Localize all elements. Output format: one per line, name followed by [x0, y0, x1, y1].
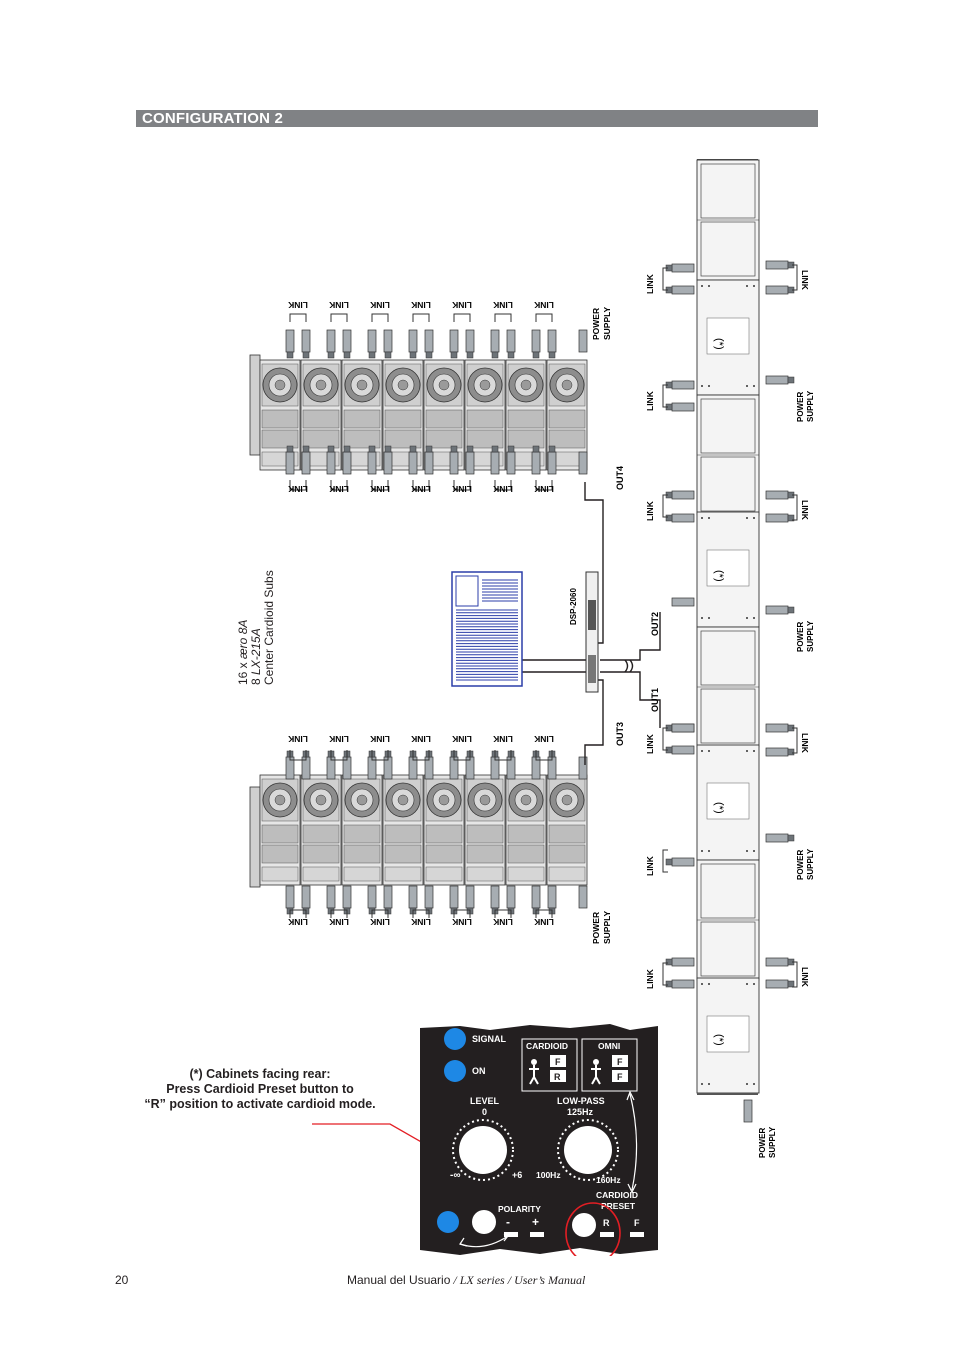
xlr-connector [532, 446, 540, 474]
link-label: LINK [493, 734, 513, 744]
link-label: LINK [452, 917, 472, 927]
xlr-connector [507, 446, 515, 474]
note-line3: “R” position to activate cardioid mode. [144, 1097, 376, 1111]
xlr-connector [666, 491, 694, 499]
polarity-minus: - [506, 1215, 510, 1229]
link-label: LINK [534, 484, 554, 494]
footer-manual-es: Manual del Usuario [347, 1273, 451, 1287]
xlr-connector [507, 330, 515, 358]
omni-icon-f2: F [617, 1072, 623, 1082]
power-connector [579, 757, 587, 779]
power-connector [579, 452, 587, 474]
note-line1: (*) Cabinets facing rear: [189, 1067, 331, 1081]
supply-label: SUPPLY [806, 390, 815, 422]
omni-icon-f: F [617, 1057, 623, 1067]
xlr-connector [672, 598, 694, 606]
link-label: LINK [645, 856, 655, 876]
power-label: POWER [591, 911, 601, 944]
xlr-connector [425, 330, 433, 358]
caption-line3: Center Cardioid Subs [262, 570, 276, 685]
xlr-connector [766, 748, 794, 756]
link-label: LINK [534, 734, 554, 744]
cardioid-note [120, 1067, 400, 1112]
link-label: LINK [329, 484, 349, 494]
link-label: LINK [370, 917, 390, 927]
link-label: LINK [411, 734, 431, 744]
xlr-connector [491, 446, 499, 474]
link-label: LINK [329, 734, 349, 744]
preset-r: R [603, 1218, 610, 1228]
xlr-connector [666, 858, 694, 866]
caption-line2: 8 [249, 674, 263, 685]
supply-label: SUPPLY [806, 620, 815, 652]
page-number: 20 [115, 1273, 129, 1287]
link-label: LINK [411, 300, 431, 310]
xlr-connector [466, 330, 474, 358]
xlr-connector [766, 958, 794, 966]
xlr-connector [666, 381, 694, 389]
xlr-connector [672, 724, 694, 732]
note-line2: Press Cardioid Preset button to [166, 1082, 354, 1096]
xlr-connector [450, 330, 458, 358]
dsp-2060 [569, 572, 598, 692]
link-label: LINK [329, 917, 349, 927]
omni-label: OMNI [598, 1041, 621, 1051]
link-label: LINK [370, 300, 390, 310]
xlr-connector [425, 446, 433, 474]
xlr-connector [666, 746, 694, 754]
polarity-label: POLARITY [498, 1204, 541, 1214]
supply-label: SUPPLY [806, 848, 815, 880]
link-label: LINK [493, 917, 513, 927]
xlr-connector [343, 330, 351, 358]
supply-label: SUPPLY [602, 910, 612, 944]
power-connector [744, 1100, 752, 1122]
link-label: LINK [288, 917, 308, 927]
out4-label: OUT4 [615, 465, 625, 490]
link-label: LINK [288, 484, 308, 494]
lowpass-label: LOW-PASS [557, 1096, 605, 1106]
caption-line1: 16 x [236, 658, 250, 685]
line-array [697, 160, 759, 1094]
link-label: LINK [370, 484, 390, 494]
section-title: CONFIGURATION 2 [142, 110, 284, 127]
supply-label: SUPPLY [768, 1126, 777, 1158]
xlr-connector [384, 330, 392, 358]
level-min: -∞ [450, 1170, 461, 1181]
polarity-button[interactable] [472, 1210, 496, 1234]
xlr-connector [766, 286, 794, 294]
signal-led [444, 1028, 466, 1050]
xlr-connector [409, 330, 417, 358]
preset-f: F [634, 1218, 640, 1228]
link-label: LINK [329, 300, 349, 310]
link-label: LINK [370, 734, 390, 744]
xlr-connector [666, 514, 694, 522]
rear-marker: (*) [713, 1034, 725, 1046]
xlr-connector [491, 330, 499, 358]
link-label: LINK [800, 967, 810, 987]
xlr-connector [548, 330, 556, 358]
xlr-connector [766, 834, 794, 842]
link-label: LINK [645, 391, 655, 411]
xlr-connector [548, 446, 556, 474]
lowpass-value: 125Hz [567, 1107, 594, 1117]
dsp-label: DSP-2060 [569, 588, 578, 625]
xlr-connector [286, 446, 294, 474]
power-connector [579, 886, 587, 908]
link-label: LINK [452, 300, 472, 310]
link-label: LINK [534, 917, 554, 927]
xlr-connector [327, 330, 335, 358]
cardioid-preset-button[interactable] [572, 1213, 596, 1237]
cardioid-label: CARDIOID [526, 1041, 569, 1051]
xlr-connector [766, 980, 794, 988]
xlr-connector [766, 376, 794, 384]
xlr-connector [286, 330, 294, 358]
out2-label: OUT2 [650, 611, 660, 636]
xlr-connector [666, 958, 694, 966]
power-connector [579, 330, 587, 352]
xlr-connector [666, 264, 694, 272]
link-label: LINK [288, 734, 308, 744]
supply-label: SUPPLY [602, 306, 612, 340]
on-led [444, 1060, 466, 1082]
rear-marker: (*) [713, 570, 725, 582]
link-label: LINK [411, 484, 431, 494]
xlr-connector [766, 491, 794, 499]
level-label: LEVEL [470, 1096, 500, 1106]
caption-line1-model: ær​o 8A [236, 619, 250, 659]
out1-label: OUT1 [650, 687, 660, 712]
xlr-connector [302, 330, 310, 358]
on-label: ON [472, 1066, 486, 1076]
power-label: POWER [758, 1127, 767, 1158]
power-label: POWER [796, 391, 805, 422]
footer-title [347, 1273, 585, 1288]
xlr-connector [343, 446, 351, 474]
link-label: LINK [645, 969, 655, 989]
link-label: LINK [452, 734, 472, 744]
xlr-connector [532, 330, 540, 358]
power-label: POWER [796, 849, 805, 880]
xlr-connector [302, 446, 310, 474]
xlr-connector [409, 446, 417, 474]
lp-max: 160Hz [596, 1175, 621, 1185]
link-label: LINK [493, 484, 513, 494]
caption-line2-model: LX-215A [249, 628, 263, 675]
xlr-connector [368, 330, 376, 358]
power-label: POWER [796, 621, 805, 652]
footer-manual-en: User’s Manual [514, 1273, 586, 1287]
dsp-screen [452, 572, 522, 686]
level-value: 0 [482, 1107, 488, 1117]
cardioid-icon-f: F [555, 1057, 561, 1067]
link-label: LINK [534, 300, 554, 310]
xlr-connector [666, 980, 694, 988]
preset-line1: CARDIOID [596, 1190, 639, 1200]
link-label: LINK [800, 270, 810, 290]
amp-control-panel [420, 1022, 658, 1256]
polarity-plus: + [532, 1215, 540, 1229]
xlr-connector [666, 286, 694, 294]
link-label: LINK [288, 300, 308, 310]
link-label: LINK [800, 733, 810, 753]
link-label: LINK [645, 274, 655, 294]
rear-marker: (*) [713, 802, 725, 814]
power-label: POWER [591, 307, 601, 340]
xlr-connector [766, 724, 794, 732]
link-label: LINK [452, 484, 472, 494]
xlr-connector [450, 446, 458, 474]
xlr-connector [368, 446, 376, 474]
xlr-connector [666, 403, 694, 411]
link-label: LINK [411, 917, 431, 927]
cardioid-icon-r: R [554, 1072, 561, 1082]
xlr-connector [766, 261, 794, 269]
link-label: LINK [800, 500, 810, 520]
xlr-connector [327, 446, 335, 474]
link-label: LINK [493, 300, 513, 310]
rear-marker: (*) [713, 338, 725, 350]
link-label: LINK [645, 501, 655, 521]
sub-array-bottom [250, 775, 587, 887]
preset-line2: PRESET [601, 1201, 636, 1211]
xlr-connector [466, 446, 474, 474]
lp-min: 100Hz [536, 1170, 561, 1180]
xlr-connector [766, 514, 794, 522]
link-label: LINK [645, 734, 655, 754]
footer-series: / LX series / [450, 1273, 515, 1287]
level-max: +6 [512, 1170, 523, 1180]
polarity-led [437, 1211, 459, 1233]
xlr-connector [766, 606, 794, 614]
out3-label: OUT3 [615, 721, 625, 746]
xlr-connector [384, 446, 392, 474]
signal-label: SIGNAL [472, 1034, 507, 1044]
